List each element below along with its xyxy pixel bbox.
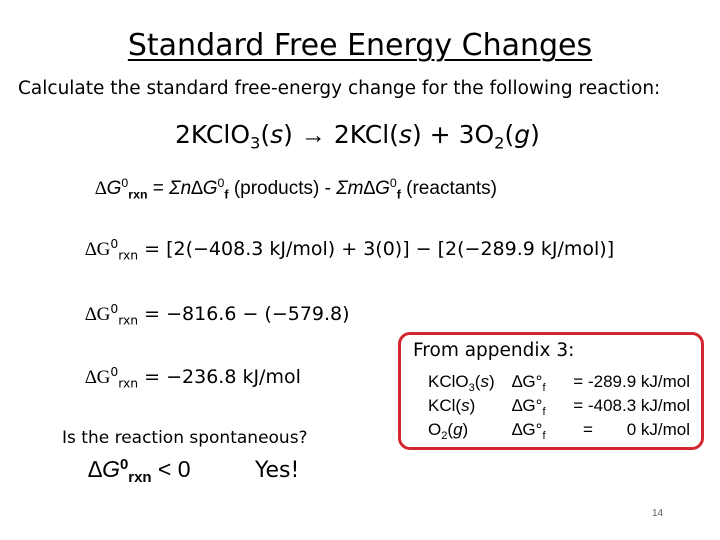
delta-g-symbol: ∆G [85,367,111,388]
compound-name: KCl(s) [428,396,476,415]
delta-g-symbol: ∆G [85,239,111,260]
answer-delta-g: ∆G [88,456,120,482]
delta-g-value: 0 kJ/mol [626,420,690,439]
sum-reactants-term: Σm∆G [336,178,390,199]
answer-superscript: 0 [119,455,129,473]
superscript-zero: 0 [110,365,119,380]
superscript-zero: 0 [217,176,225,191]
superscript-zero: 0 [121,176,129,191]
subscript-f: f [396,187,401,202]
formation-subscript: f [542,429,546,442]
superscript-zero: 0 [389,176,397,191]
answer-yes: Yes! [255,458,300,483]
appendix-title: From appendix 3: [413,340,575,361]
product-2-state: g [514,120,531,149]
product-2-subscript: 2 [494,133,505,153]
subscript-rxn: rxn [118,376,139,391]
calculation-step-2 [85,303,350,326]
calculation-step-1 [85,238,614,261]
compound-subscript: 2 [441,429,448,442]
products-label: (products) - [233,178,331,199]
delta-g-value: = -289.9 kJ/mol [573,372,690,391]
equals-sign: = [152,178,164,199]
compound-state: s [461,396,470,415]
appendix-row-o2 [428,420,698,442]
page-title: Standard Free Energy Changes [127,28,593,63]
compound-state: g [453,420,463,439]
subscript-rxn: rxn [118,248,139,263]
subscript-f: f [224,187,229,202]
answer-expression [88,455,191,487]
formation-subscript: f [542,405,546,418]
equals-sign: = [583,420,593,439]
g-symbol: G [106,178,122,199]
product-2: 3O [458,120,495,149]
plus-sign: + [429,120,451,149]
delta-g-formation [512,396,546,416]
delta-g-symbol: ∆G° [512,372,543,391]
subscript-rxn: rxn [128,187,148,202]
compound-formula: KCl [428,396,456,415]
instruction-text: Calculate the standard free-energy change for the following reaction: [18,78,661,99]
compound-name: $O_2(g)$ [428,420,469,442]
product-1-state: s [398,120,412,149]
appendix-row-kclo3 [428,372,698,394]
reactant-state: s [270,120,284,149]
step-3-result: = −236.8 kJ/mol [144,366,301,388]
superscript-zero: 0 [110,302,119,317]
page-number: 14 [652,508,664,519]
general-formula [95,178,497,200]
product-1: 2KCl [333,120,390,149]
reaction-arrow: → [300,122,326,149]
sum-products-term: Σn∆G [169,178,218,199]
answer-comparison: < 0 [157,456,191,482]
delta-g-formation [512,420,546,440]
appendix-row-kcl [428,396,698,418]
compound-formula: KClO [428,372,469,391]
reactants-label: (reactants) [406,178,497,199]
superscript-zero: 0 [110,237,119,252]
reactant: 2KClO [175,120,251,149]
step-2-expression: = −816.6 − (−579.8) [144,303,350,325]
subscript-rxn: rxn [118,313,139,328]
delta-g-symbol: ∆G° [512,396,543,415]
delta-symbol: ∆ [95,178,107,199]
step-1-expression: = [2(−408.3 kJ/mol) + 3(0)] − [2(−289.9 kJ/mol)] [144,238,615,260]
compound-name: KClO$_3$(s) [428,372,495,394]
reaction-equation: 2KClO$_3$(s) → $2KCl(s) + 3O_2(g)$ [175,120,540,153]
calculation-step-3 [85,366,301,389]
compound-state: s [480,372,489,391]
delta-g-value: = -408.3 kJ/mol [573,396,690,415]
delta-g-formation [512,372,546,392]
question-text: Is the reaction spontaneous? [62,428,308,448]
delta-g-symbol: ∆G° [512,420,543,439]
formation-subscript: f [542,381,546,394]
compound-formula: O [428,420,442,439]
reactant-subscript: 3 [250,133,261,153]
answer-subscript: rxn [128,469,152,487]
compound-subscript: 3 [468,381,475,394]
delta-g-symbol: ∆G [85,304,111,325]
